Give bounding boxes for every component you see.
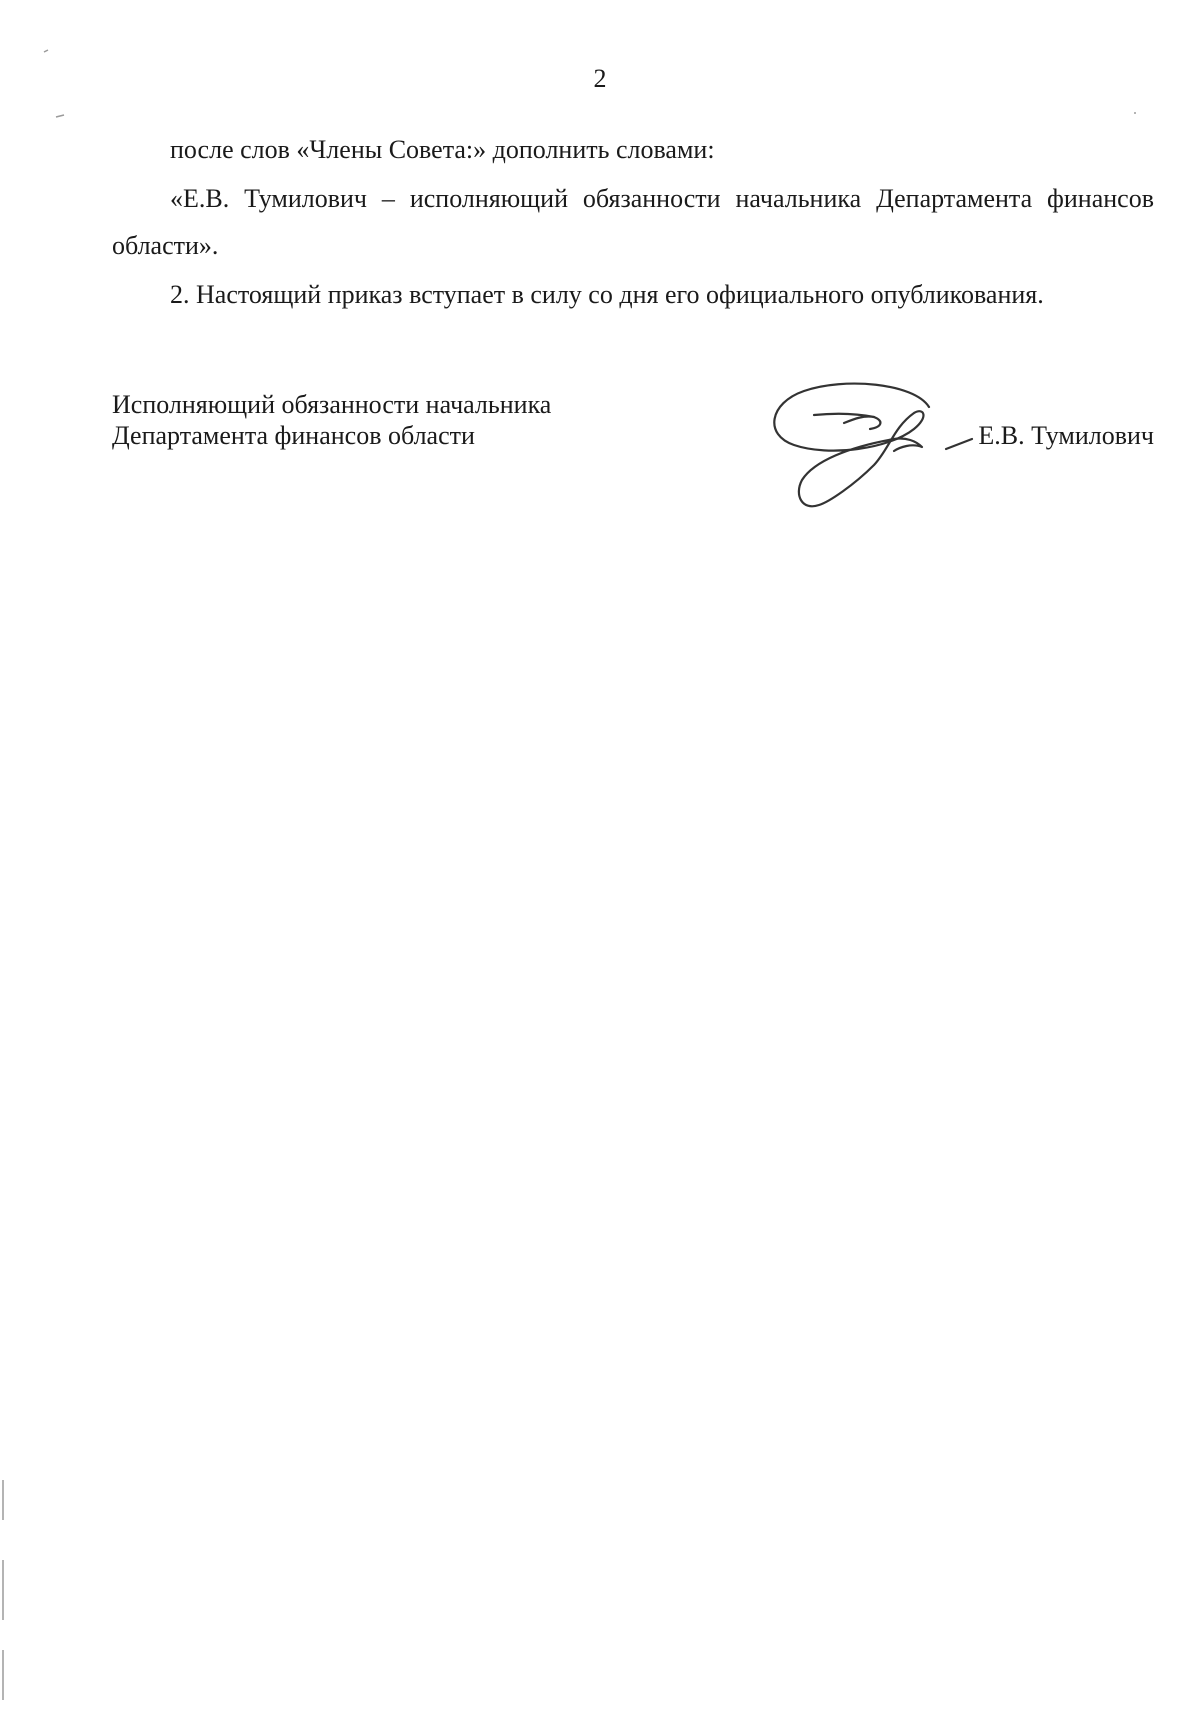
signature-block xyxy=(112,389,1154,549)
signer-title-line-1: Исполняющий обязанности начальника xyxy=(112,390,552,419)
paragraph-effective-date: 2. Настоящий приказ вступает в силу со дня его официального опубликования. xyxy=(170,280,1044,309)
document-body xyxy=(112,126,1154,318)
signer-title xyxy=(112,389,672,451)
handwritten-signature-icon xyxy=(724,377,1044,537)
page-number: 2 xyxy=(593,64,607,93)
paragraph-amendment-text: «Е.В. Тумилович – исполняющий обязанности начальника Департамента финансов области». xyxy=(112,184,1154,260)
signer-name: Е.В. Тумилович xyxy=(978,421,1154,450)
signer-title-line-2: Департамента финансов области xyxy=(112,421,475,450)
paragraph-amendment-intro: после слов «Члены Совета:» дополнить словами: xyxy=(170,135,715,164)
